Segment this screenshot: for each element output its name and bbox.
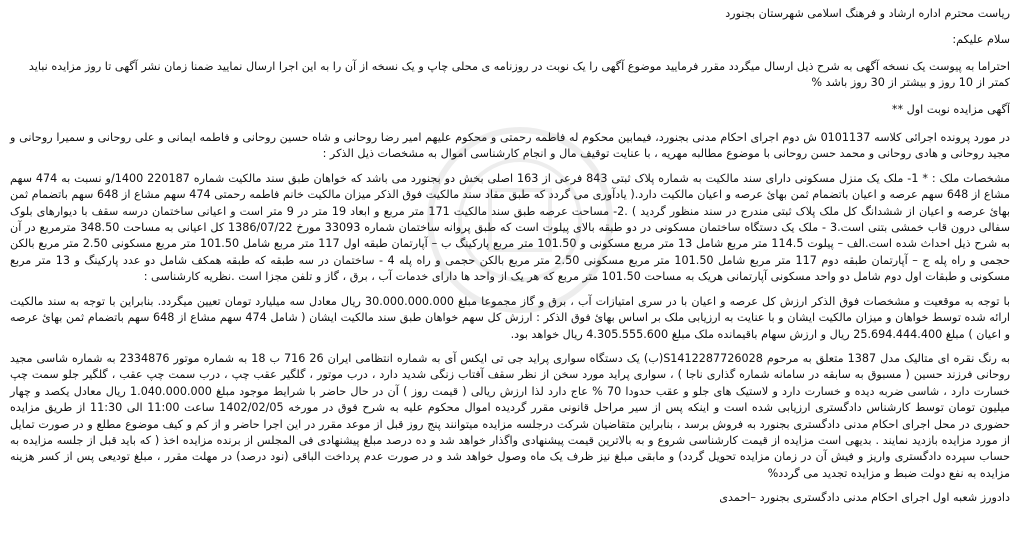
valuation-paragraph: با توجه به موقعیت و مشخصات فوق الذکر ارزش کل عرصه و اعیان با در سری امتیازات آب ، برق و گاز مجموعا مبلغ 30.000.000.000 ریال معادل سه میلیارد تومان تعیین میگردد. بنابراین با توجه به سند مالکیت ارائه شده توسط خواهان و میزان مالکیت ایشان و با عنایت به ارزیابی ملک بر اساس بهائ فوق الذکر : ارزش کل سهم خواهان طبق سند مالکیت ایشان ( شامل 474 سهم مشاع از 648 سهم باتضمام ثمن بهائ عرصه و اعیان ) مبلغ 25.694.444.400 ریال و ارزش سهام باقیمانده ملک مبلغ 4.305.555.600 ریال خواهد بود. xyxy=(10,294,1010,341)
recipient-line: ریاست محترم اداره ارشاد و فرهنگ اسلامی شهرستان بجنورد xyxy=(725,7,1010,20)
request-line-1: احتراما به پیوست یک نسخه آگهی به شرح ذیل ارسال میگردد مقرر فرمایید موضوع آگهی را یک نوبت در روزنامه ی محلی چاپ و یک نسخه از آن را به این اجرا ارسال نمایید ضمنا زمان نشر آگهی تا روز مزایده نباید xyxy=(28,59,1010,73)
signature-line: دادورز شعبه اول اجرای احکام مدنی دادگستری بجنورد –احمدی xyxy=(719,491,1010,505)
vehicle-paragraph: به رنگ نقره ای متالیک مدل 1387 متعلق به مرحوم S1412287726028(ب) یک دستگاه سواری پراید جی تی ایکس آی به شماره انتظامی ایران 26 716 ب 18 به شماره موتور 2334876 به شماره شاسی مجید روحانی فرزند حسین ( مسبوق به سابقه در سامانه شماره گذاری ناجا ) ، سواری پراید مورد سخن از نظر سقف آفتاب زنگی شدید دارد ، درب موتور ، گلگیر عقب چپ ، درب سمت چپ عقب ، گلگیر جلو سمت چپ خسارت دارد ، شاسی ضربه دیده و خسارت دارد و لاستیک های جلو و عقب حدودا 70 % عاج دارد لذا ارزش ریالی ( قیمت روز ) آن در حال حاضر با شرایط موجود مبلغ 1.040.000.000 ریال معادل یکصد و چهار میلیون تومان توسط کارشناس دادگستری ارزیابی شده است و اینکه پس از سیر مراحل قانونی مقرر گردیده اموال محکوم علیه به شرح فوق در مورخه 1402/02/05 ساعت 11:00 الی 11:30 از طریق مزایده حضوری در محل اجرای احکام مدنی دادگستری بجنورد به فروش برسد ، بنابراین متقاضیان شرکت درجلسه مزایده میتوانند پنج روز قبل از موعد مقرر در این اجرا حاضر و از کم و کیف موضوع مطلع و در صورت تمایل از مورد مزایده بازدید نمایند . بدیهی است مزایده از قیمت کارشناسی شروع و به بالاترین قیمت پیشنهادی واگذار خواهد شد و ده درصد مبلغ پیشنهادی فی المجلس از برنده مزایده اخذ ( که باید قبل از جلسه مزایده به حساب سپرده دادگستری واریز و فیش آن در زمان مزایده تحویل گردد) و مابقی مبلغ نیز ظرف یک ماه وصول خواهد شد و در صورت عدم پرداخت الباقی (نود درصد) در مهلت مقرر ، مبلغ تودیعی پس از کسر هزینه مزایده به نفع دولت ضبط و مزایده تجدید می گردد% xyxy=(10,351,1011,480)
case-paragraph: در مورد پرونده اجرائی کلاسه 0101137 ش دوم اجرای احکام مدنی بجنورد، فیمابین محکوم له فاطمه رحمتی و محکوم علیهم امیر رضا روحانی و شاه حسین روحانی و فاطمه ایمانی و علی روحانی و سمیرا روحانی و مجید روحانی و هادی روحانی و محمد حسن روحانی با موضوع مطالبه مهریه ، با عنایت توقیف مال و انجام کارشناسی اموال به مشخصات ذیل الذکر : xyxy=(10,131,1010,161)
greeting-line: سلام علیکم: xyxy=(952,33,1010,47)
auction-heading: آگهی مزایده نوبت اول ** xyxy=(891,102,1010,116)
request-line-2: کمتر از 10 روز و بیشتر از 30 روز باشد % xyxy=(811,76,1010,90)
property-paragraph: مشخصات ملک : * 1- ملک یک منزل مسکونی دارای سند مالکیت به شماره پلاک ثبتی 843 فرعی از 163 اصلی بخش دو بجنورد می باشد که خواهان طبق سند مالکیت شماره 220187 1400/و نسبت به 474 سهم مشاع از 648 سهم عرصه و اعیان باتضمام ثمن بهائ عرصه و اعیان مالکیت دارد.( یادآوری می گردد که طبق مفاد سند مالکیت فوق الذکر میزان مالکیت خانم فاطمه رحمتی 474 سهم مشاع از 648 سهم باتضمام ثمن بهائ عرصه و اعیان از ششدانگ کل ملک پلاک ثبتی مندرج در سند منظور گردید ) .2- مساحت عرصه طبق سند مالکیت 171 متر مربع و ابعاد 19 متر در 9 متر است و اعیانی ساختمان درسه سقف با دیوارهای بلوک سفالی درون قاب خمشی بتنی است.3 - ملک یک دستگاه ساختمان مسکونی در دو طبقه بالای پیلوت است که طبق پروانه ساختمان شماره 33093 مورخ 1386/07/22 کل اعیانی به مساحت 348.50 مترمربع در آن به شرح ذیل احداث شده است.الف – پیلوت 114.5 متر مربع شامل 13 متر مربع مسکونی و 101.50 متر مربع پارکینگ ب – آپارتمان طبقه اول 117 متر مربع شامل 101.50 متر مربع مسکونی 2.50 متر مربع بالکن حجمی و راه پله ج – آپارتمان طبقه دوم 117 متر مربع شامل 101.50 متر مربع مسکونی 2.50 متر مربع بالکن حجمی و راه پله 4 - ساختمان در سه طبقه که طبقه همکف شامل دو عدد پارکینگ و 13 متر مربع مسکونی و طبقات اول دوم شامل دو واحد مسکونی آپارتمانی هریک به مساحت 101.50 متر مربع که هر یک از واحد ها دارای خدمات آب ، برق ، گاز و تلفن مجزا است .نظریه کارشناسی : xyxy=(10,171,1010,284)
